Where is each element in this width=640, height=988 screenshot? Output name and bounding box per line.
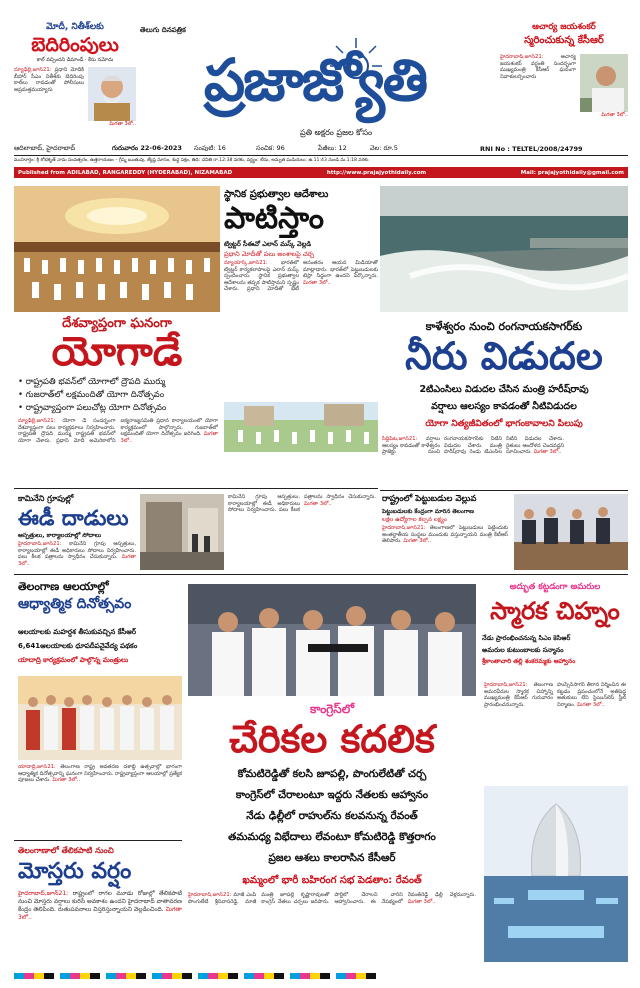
masthead-motto: ప్రతి అక్షరం ప్రజల కోసం — [300, 128, 373, 137]
local-red-line: ప్రధాని మోదీతో పలు అంశాలపై చర్చ — [224, 250, 315, 258]
yoga-more[interactable]: మిగతా 3లో.. — [120, 431, 218, 444]
right-teaser-kicker: ఆచార్య జయశంకర్ — [532, 22, 596, 32]
left-teaser-byline: న్యూఢిల్లీ,జూన్21: — [14, 67, 52, 73]
ed-byline: హైదరాబాద్,జూన్21: — [18, 541, 62, 547]
yoga-bullet: • గుజరాత్‌లో లక్షమందితో యోగా దినోత్సవం — [18, 389, 222, 402]
local-story — [224, 260, 378, 400]
rain-kicker: తెలంగాణాలో తేలికపాటి నుంచి — [18, 846, 114, 855]
issue-date: గురువారం 22-06-2023 — [112, 143, 182, 152]
ed-sub: ఆస్పత్రులు, కార్యాలయాల్లో సోదాలు — [18, 532, 102, 539]
investment-kicker[interactable]: రాష్ట్రంలో పెట్టుబడుల వెల్లువ — [382, 494, 477, 504]
right-teaser-body: ఆచార్య జయశంకర్ వర్ధంతి సందర్భంగా ముఖ్యమంత్రి కేసీఆర్ ఘనంగా నివాళులర్పించారు — [500, 54, 576, 80]
rain-more[interactable]: మిగతా 3లో.. — [18, 906, 182, 921]
temples-byline: యాదాద్రి,జూన్21: — [18, 764, 56, 770]
ed-more[interactable]: మిగతా 3లో.. — [18, 554, 136, 567]
investment-red-line: లక్షల ఉద్యోగాల కల్పన లక్ష్యం — [382, 517, 447, 523]
yoga-headline[interactable]: యోగాడే — [51, 329, 183, 375]
modi-photo — [88, 67, 136, 121]
issue-price: వెల: రూ.5 — [370, 143, 398, 152]
memorial-story — [484, 682, 626, 782]
right-teaser-byline: హైదరాబాద్,జూన్21: — [500, 54, 544, 60]
memorial-monument-photo — [484, 786, 628, 962]
congress-line: తమమధ్య విభేదాలు లేవంటూ కోమటిరెడ్డి కొత్తరాగం — [228, 831, 436, 843]
memorial-byline: హైదరాబాద్,జూన్21: — [484, 682, 528, 688]
left-teaser-headline: బెదిరింపులు — [31, 34, 119, 56]
left-teaser-kicker: మోదీ, నితీశ్‌లకు — [46, 22, 104, 32]
investment-byline: హైదరాబాద్,జూన్21: — [382, 525, 426, 531]
kaleshwaram-sub2: వర్షాలు ఆలస్యం కావడంతో నీటివిడుదల — [431, 401, 577, 412]
congress-kicker: కాంగ్రెస్‌లో — [309, 702, 355, 716]
rain-body: రాష్ట్రంలో రాగల మూడు రోజుల్లో తేలికపాటి నుంచి మోస్తరు వర్షాలు కురిసే అవకాశం ఉందని హైదరాబాద్ వాతావరణ కేంద్రం తెలిపింది. రుతుపవనాలు విస్తరిస్తున్నాయని వెల్లడించింది. — [18, 890, 182, 913]
local-headline[interactable]: పాటిస్తాం — [224, 201, 324, 236]
kaleshwaram-more[interactable]: మిగతా 3లో.. — [533, 449, 562, 456]
memorial-red-line: శ్రీకాంతాచారి తల్లి శంకరమ్మకు ఆహ్వానం — [482, 658, 576, 665]
paper-slogan: తెలుగు దినపత్రిక — [140, 26, 186, 34]
yoga-byline: న్యూఢిల్లీ,జూన్21: — [18, 418, 56, 424]
memorial-more[interactable]: మిగతా 3లో.. — [577, 701, 605, 708]
congress-line: ప్రజల ఆశలు కాలరాసిన కేసీఆర్ — [268, 852, 396, 864]
rni-number: RNI No : TELTEL/2008/24799 — [480, 144, 583, 153]
yoga-kicker: దేశవ్యాప్తంగా ఘనంగా — [62, 316, 172, 331]
temples-sub2: 6,641ఆలయాలకు ధూపదీపనైవేద్య పథకం — [18, 642, 138, 650]
right-teaser-more[interactable]: మిగతా 3లో.. — [601, 112, 628, 118]
congress-lines — [188, 764, 476, 869]
kaleshwaram-red-line: యోగా నిత్యజీవితంలో భాగంకావాలని పిలుపు — [425, 419, 583, 429]
kaleshwaram-kicker: కాళేశ్వరం నుంచి రంగనాయకసాగర్‌కు — [425, 320, 583, 333]
local-kicker: స్థానిక ప్రభుత్వాల ఆదేశాలు — [224, 189, 329, 200]
masthead-title — [140, 36, 490, 132]
issue-volume: సంపుటి: 16 — [194, 143, 226, 152]
investment-body: తెలంగాణలో పెట్టుబడులు పెట్టేందుకు అంతర్జాతీయ సంస్థలు ముందుకు వస్తున్నాయని మంత్రి కేటీఆర్ తెలిపారు. — [382, 525, 508, 545]
masthead-title-text: ప్రజాజ్యోతి — [203, 46, 427, 114]
yoga-hall-photo — [14, 186, 220, 312]
mail-address[interactable]: Mail: prajajyothidaily@gmail.com — [520, 169, 624, 176]
local-body: భారత్‌లో ట్విట్టర్ కార్యకలాపాలపై ఎలాన్ మస్క్ స్పందించారు. స్థానిక ప్రభుత్వాల ఆదేశాలను తప్పక పాటిస్తామని స్పష్టం చేశారు. ప్రధాని మోదీతో భేటీ అనంతరం ఆయన మీడియాతో మాట్లాడారు. భారత్‌లో పెట్టుబడులకు టెస్లా సిద్ధంగా ఉందని పేర్కొన్నారు. — [224, 260, 378, 293]
dam-water-photo — [380, 186, 628, 312]
ed-headline[interactable]: ఈడీ దాడులు — [18, 506, 129, 530]
yoga-story — [18, 418, 218, 482]
temples-red-line: యాదాద్రి కార్యక్రమంలో పాల్గొన్న మంత్రులు — [18, 656, 129, 664]
memorial-headline[interactable]: స్మారక చిహ్నం — [490, 597, 620, 625]
congress-line: నేడు ఢిల్లీలో రాహుల్‌ను కలవనున్న రేవంత్ — [246, 810, 418, 822]
congress-story — [188, 892, 476, 964]
local-more[interactable]: మిగతా 3లో.. — [303, 279, 331, 286]
ed-story — [18, 541, 136, 571]
ed-continued-story — [228, 494, 376, 570]
issue-pages: పేజీలు: 12 — [318, 143, 347, 152]
congress-leaders-photo — [188, 584, 476, 696]
right-teaser[interactable] — [500, 22, 628, 140]
investment-meeting-photo — [514, 494, 628, 570]
right-teaser-headline: స్మరించుకున్న కేసీఆర్ — [524, 35, 604, 46]
congress-byline: హైదరాబాద్,జూన్21: — [188, 892, 232, 898]
kaleshwaram-story — [382, 436, 626, 488]
temples-kicker: తెలంగాణ ఆలయాల్లో — [18, 580, 109, 593]
congress-red-line: ఖమ్మంలో భారీ బహిరంగ సభ పెడతాం: రేవంత్ — [242, 875, 422, 886]
congress-line: కోమటిరెడ్డితో కలసి జూపల్లి, పొంగులేటితో చర్చ — [237, 768, 427, 780]
temples-story — [18, 764, 182, 818]
edition-cities: ఆదిలాబాద్, హైదరాబాద్ — [14, 143, 76, 152]
investment-more[interactable]: మిగతా 3లో.. — [403, 538, 432, 545]
rain-byline: హైదరాబాద్,జూన్21: — [18, 890, 69, 897]
temples-sub1: ఆలయాలకు మహర్దశ తీసుకువచ్చిన కేసీఆర్ — [18, 628, 137, 636]
ed-body: కామినేని గ్రూపు ఆస్పత్రులు, కార్యాలయాల్లో ఈడీ అధికారులు సోదాలు నిర్వహించారు. పలు కీలక పత్రాలను స్వాధీనం చేసుకున్నారు. — [18, 541, 136, 561]
yoga-bullet: • రాష్ట్రపతి భవన్‌లో యోగాలో ద్రౌపది ముర్ము — [18, 376, 222, 389]
website-link[interactable]: http://www.prajajyothidaily.com — [326, 169, 427, 176]
yoga-bullets — [18, 376, 222, 415]
yoga-park-photo — [224, 402, 378, 452]
temples-more[interactable]: మిగతా 3లో.. — [52, 777, 81, 784]
yoga-body: యోగా డే సందర్భంగా దేశవ్యాప్తంగా పలు కార్యక్రమాలు నిర్వహించారు. రాష్ట్రపతి ద్రౌపది ముర్ము రాష్ట్రపతి భవన్‌లో యోగా చేశారు. ప్రధాని మోదీ అమెరికాలోని ఐక్యరాజ్యసమితి ప్రధాన కార్యాలయంలో యోగా కార్యక్రమంలో పాల్గొన్నారు. గుజరాత్‌లో లక్షమందితో యోగా దినోత్సవం జరిగింది. — [18, 418, 218, 444]
published-from: Published from ADILABAD, RANGAREDDY (HYDERABAD), NIZAMABAD — [18, 169, 233, 176]
ed-continued-more[interactable]: మిగతా 3లో.. — [304, 500, 332, 507]
registration-bar — [14, 972, 628, 980]
investment-story — [382, 525, 508, 569]
memorial-sub2: అమరుల కుటుంబాలకు సన్మానం — [482, 646, 564, 654]
yoga-bullet: • రాష్ట్రవ్యాప్తంగా పలుచోట్ల యోగా దినోత్సవం — [18, 402, 222, 415]
issue-number: సంచిక: 96 — [256, 143, 285, 152]
ed-kicker: కామినేని గ్రూపుల్లో — [18, 494, 74, 503]
kcr-photo — [580, 54, 628, 112]
congress-headline[interactable]: చేరికల కదలిక — [229, 717, 435, 761]
memorial-sub1: నేడు ప్రారంభించనున్న సిఎం కెసిఆర్ — [482, 634, 571, 642]
temples-body: తెలంగాణ రాష్ట్ర అవతరణ దశాబ్ది ఉత్సవాల్లో భాగంగా ఆధ్యాత్మిక దినోత్సవాన్ని ఘనంగా నిర్వహించారు. రాష్ట్రవ్యాప్తంగా ఆలయాల్లో ప్రత్యేక పూజలు చేశారు. — [18, 764, 182, 784]
left-teaser-body: ప్రధాని మోదీకి బీహార్ సీఎం నితీశ్‌కు బెదిరింపు కాల్‌లు రావడంతో పోలీసులు అప్రమత్తమయ్యారు — [14, 67, 84, 93]
ed-continued-body: కామినేని గ్రూపు ఆస్పత్రులు, కార్యాలయాల్లో ఈడీ అధికారులు సోదాలు నిర్వహించారు. పలు కీలక పత్రాలను స్వాధీనం చేసుకున్నారు. — [228, 494, 376, 514]
memorial-kicker: అద్భుత కట్టడంగా అమరుల — [509, 582, 601, 592]
almanac-line: ముహూర్తం: శ్రీ శోభకృత్ నామ సంవత్సరం, ఉత్తరాయణం – గ్రీష్మ ఋతువు, జ్యేష్ఠ మాసం, శుద్ధ పక్షం, తిథి: చవితి రా.12:38 వరకు, వర్జ్యం: లేదు, అమృత ఘడియలు: ఉ.11:43 నుండి మ.1:18 వరకు — [14, 158, 369, 163]
rain-headline[interactable]: మోస్తరు వర్షం — [18, 859, 132, 884]
kaleshwaram-byline: సిద్దిపేట,జూన్21: — [382, 436, 418, 442]
congress-line: కాంగ్రెస్‌లో చేరాలంటూ ఇద్దరు నేతలకు ఆహ్వానం — [235, 789, 429, 801]
local-byline: న్యూయార్క్,జూన్21: — [224, 260, 268, 266]
rain-story — [18, 890, 182, 960]
local-sub: ట్విట్టర్ సీఈవో ఎలాన్ మస్క్ వెల్లడి — [224, 240, 312, 248]
congress-more[interactable]: మిగతా 3లో.. — [407, 898, 436, 905]
kaleshwaram-headline[interactable]: నీరు విడుదల — [405, 334, 603, 378]
left-teaser[interactable] — [14, 22, 136, 140]
temple-event-photo — [18, 676, 182, 760]
left-teaser-sub: కాల్ వచ్చిందని డిమాండ్ · కేసు నమోదు — [36, 57, 114, 63]
ed-office-photo — [140, 494, 224, 570]
investment-sub: పెట్టుబడులకు కేంద్రంగా మారిన తెలంగాణ — [382, 509, 474, 515]
kaleshwaram-sub1: 2టిఎంసిలు విడుదల చేసిన మంత్రి హరీష్‌రావు — [419, 384, 589, 395]
left-teaser-more[interactable]: మిగతా 3లో.. — [109, 121, 136, 127]
memorial-body: తెలంగాణ అమరవీరుల స్మారక చిహ్నాన్ని ముఖ్యమంత్రి కేసీఆర్ గురువారం ప్రారంభించనున్నారు. హుస్సేన్‌సాగర్ తీరాన నిర్మించిన ఈ కట్టడం ప్రపంచంలోనే అతిపెద్ద అతుకులు లేని స్టెయిన్‌లెస్ స్టీల్ నిర్మాణం. — [484, 682, 626, 708]
temples-headline[interactable]: ఆధ్యాత్మిక దినోత్సవం — [18, 596, 132, 612]
kaleshwaram-body: వర్షాలు ఆలస్యం కావడంతో కాళేశ్వరం ప్రాజెక్టు నుంచి రంగనాయకసాగర్‌కు నీటిని విడుదల చేశారు. మంత్రి హరీష్‌రావు రెండు టిఎంసిల నీటిని విడుదల చేశారు. రైతులు ఆందోళన చెందవద్దని సూచించారు. — [382, 436, 564, 456]
congress-body: మాజీ ఎంపీ పొంగులేటి శ్రీనివాసరెడ్డి, మాజీ మంత్రి జూపల్లి కృష్ణారావులతో కాంగ్రెస్ నేతలు చర్చలు జరిపారు. పార్టీలో చేరాలని వారిని ఆహ్వానించారు. ఈ నేపథ్యంలో రేవంత్‌రెడ్డి ఢిల్లీ వెళ్లనున్నారు. — [188, 892, 476, 905]
